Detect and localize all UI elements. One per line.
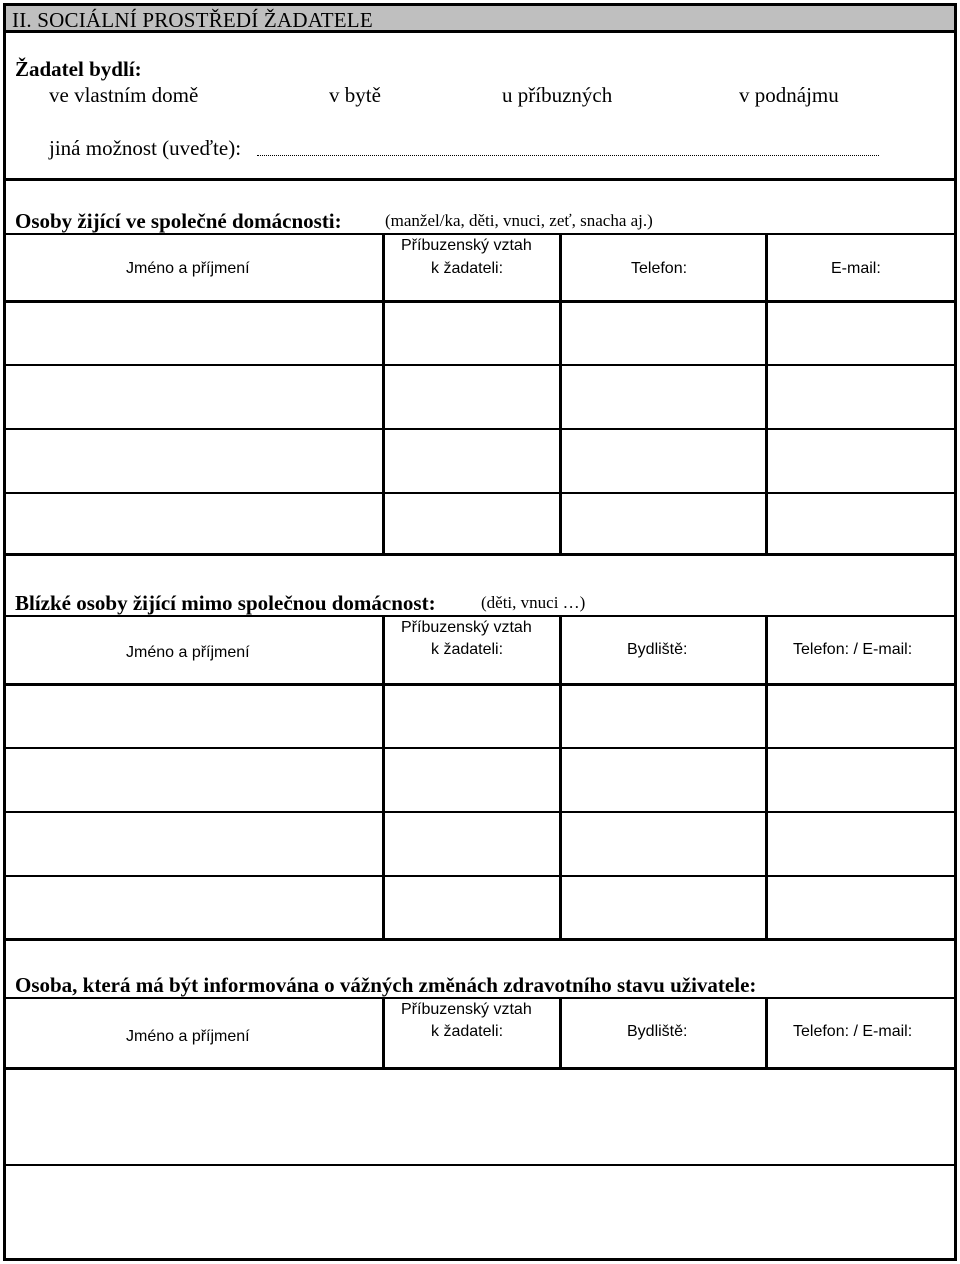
table-row-border (3, 875, 957, 877)
column-header-residence: Bydliště: (627, 641, 688, 658)
table-column-divider (765, 615, 768, 940)
table-row-border (3, 811, 957, 813)
table-top-border (3, 615, 957, 617)
table-column-divider (765, 233, 768, 555)
table-row-border (3, 492, 957, 494)
column-header-email: E-mail: (831, 260, 881, 277)
table-row-border (3, 1067, 957, 1070)
household-note: (manžel/ka, děti, vnuci, zeť, snacha aj.) (385, 211, 653, 230)
section-title: II. SOCIÁLNÍ PROSTŘEDÍ ŽADATELE (12, 8, 373, 32)
column-header-relation-line2: k žadateli: (431, 260, 504, 277)
section-header-bar (3, 3, 957, 33)
column-header-relation-line2: k žadateli: (431, 1023, 504, 1040)
column-header-name: Jméno a příjmení (126, 644, 250, 661)
close-persons-heading: Blízké osoby žijící mimo společnou domácnost: (15, 591, 436, 615)
table-row-border (3, 364, 957, 366)
column-header-relation: Příbuzenský vztah (401, 237, 532, 254)
column-header-name: Jméno a příjmení (126, 260, 250, 277)
close-persons-note: (děti, vnuci …) (481, 593, 586, 612)
table-row-border (3, 683, 957, 686)
table-column-divider (559, 997, 562, 1067)
form-page (3, 3, 957, 1261)
living-heading: Žadatel bydlí: (15, 57, 142, 81)
inform-person-heading: Osoba, která má být informována o vážných změnách zdravotního stavu uživatele: (15, 973, 757, 997)
table-column-divider (382, 997, 385, 1067)
living-other-label: jiná možnost (uveďte): (49, 136, 242, 160)
table-bottom-border (3, 553, 957, 556)
living-option-relatives[interactable]: u příbuzných (502, 83, 613, 107)
table-column-divider (765, 997, 768, 1067)
table-row-border (3, 300, 957, 303)
column-header-contact: Telefon: / E-mail: (793, 1023, 913, 1040)
column-header-residence: Bydliště: (627, 1023, 688, 1040)
living-option-sublet[interactable]: v podnájmu (739, 83, 839, 107)
divider (3, 178, 957, 181)
table-column-divider (382, 615, 385, 940)
living-option-flat[interactable]: v bytě (329, 83, 381, 107)
column-header-contact: Telefon: / E-mail: (793, 641, 913, 658)
table-column-divider (559, 233, 562, 555)
household-heading: Osoby žijící ve společné domácnosti: (15, 209, 342, 233)
column-header-name: Jméno a příjmení (126, 1028, 250, 1045)
column-header-relation-line2: k žadateli: (431, 641, 504, 658)
table-bottom-border (3, 938, 957, 941)
table-top-border (3, 997, 957, 999)
table-row-border (3, 428, 957, 430)
column-header-relation: Příbuzenský vztah (401, 619, 532, 636)
table-column-divider (382, 233, 385, 555)
table-row-border (3, 1164, 957, 1166)
column-header-phone: Telefon: (631, 260, 688, 277)
table-column-divider (559, 615, 562, 940)
table-row-border (3, 747, 957, 749)
table-top-border (3, 233, 957, 235)
column-header-relation: Příbuzenský vztah (401, 1001, 532, 1018)
living-option-own-house[interactable]: ve vlastním domě (49, 83, 199, 107)
living-other-input[interactable] (257, 155, 879, 156)
